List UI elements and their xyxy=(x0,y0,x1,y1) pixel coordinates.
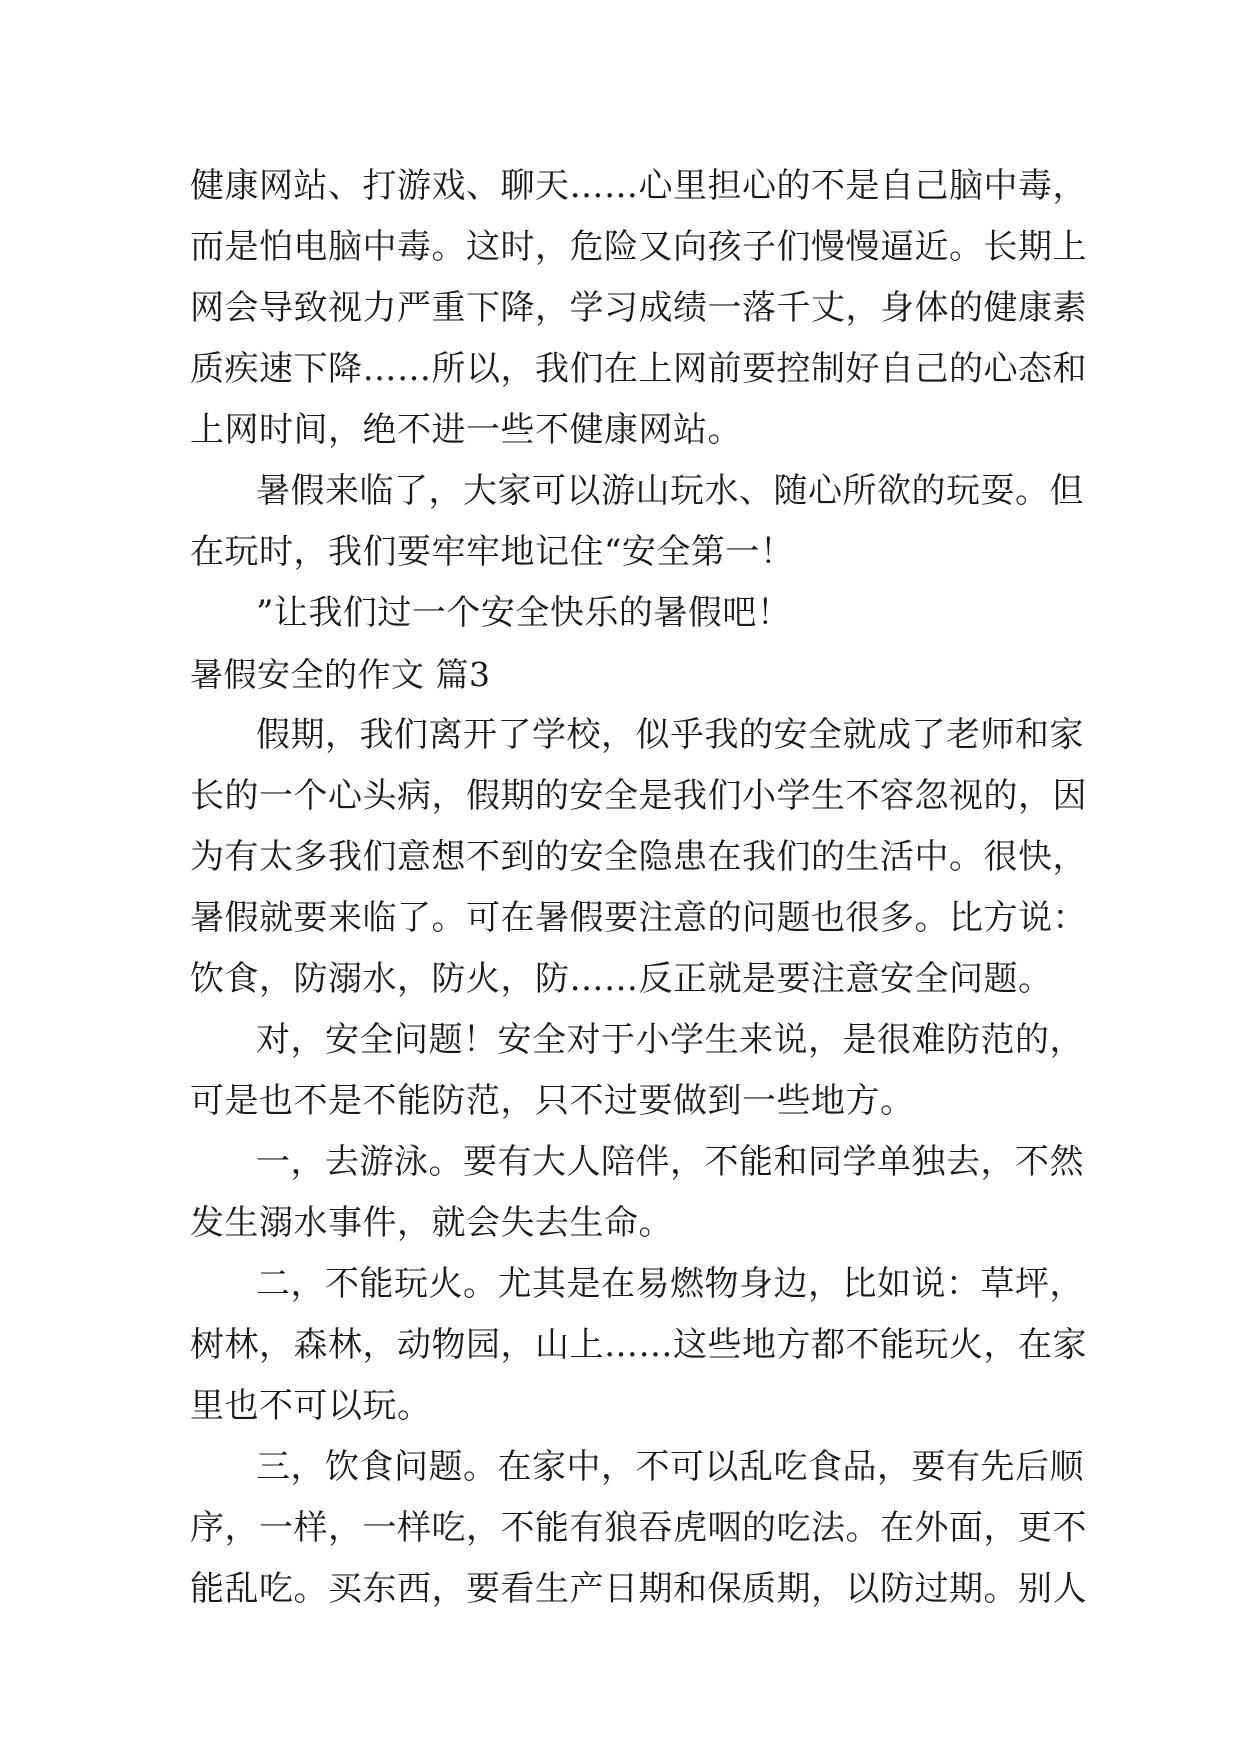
text-line: 在玩时，我们要牢牢地记住“安全第一！ xyxy=(190,532,795,572)
text-line: 能乱吃。买东西，要看生产日期和保质期，以防过期。别人 xyxy=(190,1569,1087,1609)
text-line: 树林，森林，动物园，山上……这些地方都不能玩火，在家 xyxy=(190,1325,1087,1365)
text-line: 发生溺水事件，就会失去生命。 xyxy=(190,1203,673,1243)
text-line: ”让我们过一个安全快乐的暑假吧！ xyxy=(256,593,792,633)
text-line: 二，不能玩火。尤其是在易燃物身边，比如说：草坪， xyxy=(256,1264,1084,1304)
section-heading: 暑假安全的作文 篇3 xyxy=(190,655,491,694)
text-line: 健康网站、打游戏、聊天……心里担心的不是自己脑中毒， xyxy=(190,166,1087,206)
text-line: 暑假就要来临了。可在暑假要注意的问题也很多。比方说： xyxy=(190,898,1087,938)
text-line: 网会导致视力严重下降，学习成绩一落千丈，身体的健康素 xyxy=(190,288,1087,328)
essay-text xyxy=(190,156,1087,1620)
text-line: 一，去游泳。要有大人陪伴，不能和同学单独去，不然 xyxy=(256,1142,1084,1182)
text-line: 饮食，防溺水，防火，防……反正就是要注意安全问题。 xyxy=(190,959,1053,999)
text-line: 可是也不是不能防范，只不过要做到一些地方。 xyxy=(190,1081,915,1121)
text-line: 里也不可以玩。 xyxy=(190,1386,432,1426)
text-line: 对，安全问题！安全对于小学生来说，是很难防范的， xyxy=(256,1020,1084,1060)
text-line: 长的一个心头病，假期的安全是我们小学生不容忽视的，因 xyxy=(190,776,1087,816)
text-line: 三，饮食问题。在家中，不可以乱吃食品，要有先后顺 xyxy=(256,1447,1084,1487)
text-line: 而是怕电脑中毒。这时，危险又向孩子们慢慢逼近。长期上 xyxy=(190,227,1087,267)
text-line: 质疾速下降……所以，我们在上网前要控制好自己的心态和 xyxy=(190,349,1087,389)
text-line: 暑假来临了，大家可以游山玩水、随心所欲的玩耍。但 xyxy=(256,471,1084,511)
text-line: 序，一样，一样吃，不能有狼吞虎咽的吃法。在外面，更不 xyxy=(190,1508,1087,1548)
text-line: 上网时间，绝不进一些不健康网站。 xyxy=(190,410,742,450)
text-line: 为有太多我们意想不到的安全隐患在我们的生活中。很快， xyxy=(190,837,1087,877)
text-line: 假期，我们离开了学校，似乎我的安全就成了老师和家 xyxy=(256,715,1084,755)
